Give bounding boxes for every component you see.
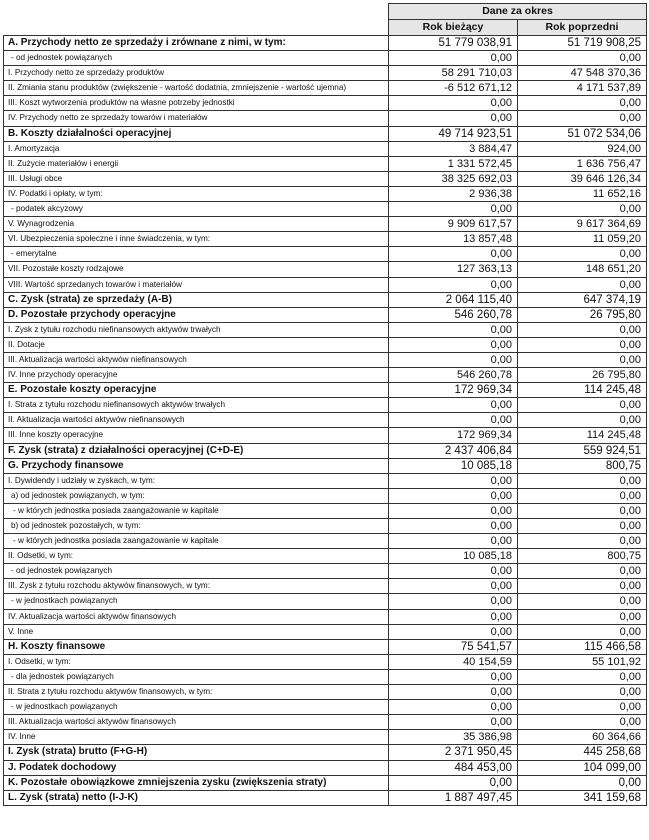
row-label: VII. Pozostałe koszty rodzajowe [4, 262, 389, 277]
table-row [4, 66, 647, 81]
current-year-value: 0,00 [389, 473, 518, 488]
row-label: L. Zysk (strata) netto (I-J-K) [4, 790, 389, 805]
row-label: - w których jednostka posiada zaangażowanie w kapitale [4, 534, 389, 549]
row-label: - w jednostkach powiązanych [4, 594, 389, 609]
current-year-value: 0,00 [389, 277, 518, 292]
row-label: V. Inne [4, 624, 389, 639]
previous-year-value: 0,00 [518, 111, 647, 126]
table-row [4, 534, 647, 549]
previous-year-value: 445 258,68 [518, 745, 647, 760]
table-row [4, 654, 647, 669]
section-row [4, 383, 647, 398]
current-year-value: 58 291 710,03 [389, 66, 518, 81]
previous-year-value: 55 101,92 [518, 654, 647, 669]
previous-year-value: 0,00 [518, 564, 647, 579]
previous-year-header: Rok poprzedni [518, 20, 647, 36]
current-year-value: 1 331 572,45 [389, 156, 518, 171]
table-row [4, 594, 647, 609]
previous-year-value: 0,00 [518, 322, 647, 337]
row-label: III. Koszt wytworzenia produktów na własne potrzeby jednostki [4, 96, 389, 111]
previous-year-value: 0,00 [518, 579, 647, 594]
previous-year-value: 114 245,48 [518, 428, 647, 443]
current-year-value: 0,00 [389, 775, 518, 790]
current-year-value: 51 779 038,91 [389, 36, 518, 51]
current-year-value: 0,00 [389, 202, 518, 217]
previous-year-value: 60 364,66 [518, 730, 647, 745]
current-year-value: 0,00 [389, 503, 518, 518]
row-label: - od jednostek powiązanych [4, 51, 389, 66]
previous-year-value: 924,00 [518, 141, 647, 156]
row-label: III. Zysk z tytułu rozchodu aktywów finansowych, w tym: [4, 579, 389, 594]
previous-year-value: 0,00 [518, 519, 647, 534]
current-year-value: 484 453,00 [389, 760, 518, 775]
current-year-value: 127 363,13 [389, 262, 518, 277]
row-label: - w jednostkach powiązanych [4, 700, 389, 715]
row-label: I. Dywidendy i udziały w zyskach, w tym: [4, 473, 389, 488]
previous-year-value: 47 548 370,36 [518, 66, 647, 81]
previous-year-value: 26 795,80 [518, 368, 647, 383]
table-row [4, 262, 647, 277]
section-row [4, 443, 647, 458]
table-row [4, 428, 647, 443]
current-year-value: 10 085,18 [389, 458, 518, 473]
previous-year-value: 0,00 [518, 352, 647, 367]
row-label: I. Zysk (strata) brutto (F+G-H) [4, 745, 389, 760]
row-label: III. Inne koszty operacyjne [4, 428, 389, 443]
previous-year-value: 0,00 [518, 473, 647, 488]
previous-year-value: 26 795,80 [518, 307, 647, 322]
previous-year-value: 0,00 [518, 715, 647, 730]
row-label: - w których jednostka posiada zaangażowanie w kapitale [4, 503, 389, 518]
section-row [4, 639, 647, 654]
table-row [4, 624, 647, 639]
previous-year-value: 0,00 [518, 669, 647, 684]
previous-year-value: 0,00 [518, 247, 647, 262]
previous-year-value: 104 099,00 [518, 760, 647, 775]
row-label: H. Koszty finansowe [4, 639, 389, 654]
table-row [4, 81, 647, 96]
table-row [4, 503, 647, 518]
row-label: - emerytalne [4, 247, 389, 262]
row-label: IV. Przychody netto ze sprzedaży towarów i materiałów [4, 111, 389, 126]
previous-year-value: 0,00 [518, 413, 647, 428]
row-label: II. Dotacje [4, 337, 389, 352]
row-label: IV. Inne przychody operacyjne [4, 368, 389, 383]
table-row [4, 700, 647, 715]
row-label: K. Pozostałe obowiązkowe zmniejszenia zysku (zwiększenia straty) [4, 775, 389, 790]
current-year-value: 1 887 497,45 [389, 790, 518, 805]
section-row [4, 760, 647, 775]
previous-year-value: 1 636 756,47 [518, 156, 647, 171]
row-label: - podatek akcyzowy [4, 202, 389, 217]
previous-year-value: 341 159,68 [518, 790, 647, 805]
row-label: IV. Aktualizacja wartości aktywów finansowych [4, 609, 389, 624]
table-row [4, 579, 647, 594]
row-label: V. Wynagrodzenia [4, 217, 389, 232]
previous-year-value: 148 651,20 [518, 262, 647, 277]
section-row [4, 458, 647, 473]
statement-rows [4, 36, 647, 806]
current-year-value: 172 969,34 [389, 428, 518, 443]
previous-year-value: 0,00 [518, 202, 647, 217]
current-year-value: 2 437 406,84 [389, 443, 518, 458]
row-label: III. Usługi obce [4, 171, 389, 186]
previous-year-value: 0,00 [518, 503, 647, 518]
row-label: E. Pozostałe koszty operacyjne [4, 383, 389, 398]
table-row [4, 609, 647, 624]
previous-year-value: 800,75 [518, 549, 647, 564]
previous-year-value: 51 072 534,06 [518, 126, 647, 141]
row-label: J. Podatek dochodowy [4, 760, 389, 775]
row-label: C. Zysk (strata) ze sprzedaży (A-B) [4, 292, 389, 307]
row-label: I. Zysk z tytułu rozchodu niefinansowych aktywów trwałych [4, 322, 389, 337]
current-year-value: 38 325 692,03 [389, 171, 518, 186]
table-row [4, 322, 647, 337]
row-label: II. Zmiania stanu produktów (zwiększenie - wartość dodatnia, zmniejszenie - wartość ujemna) [4, 81, 389, 96]
row-label: B. Koszty działalności operacyjnej [4, 126, 389, 141]
table-row [4, 715, 647, 730]
table-row [4, 398, 647, 413]
table-row [4, 217, 647, 232]
table-row [4, 413, 647, 428]
previous-year-value: 0,00 [518, 488, 647, 503]
current-year-value: 2 371 950,45 [389, 745, 518, 760]
table-row [4, 564, 647, 579]
row-label: III. Aktualizacja wartości aktywów niefinansowych [4, 352, 389, 367]
row-label: VIII. Wartość sprzedanych towarów i materiałów [4, 277, 389, 292]
previous-year-value: 0,00 [518, 775, 647, 790]
row-label: II. Aktualizacja wartości aktywów niefinansowych [4, 413, 389, 428]
current-year-value: 0,00 [389, 337, 518, 352]
section-row [4, 126, 647, 141]
previous-year-value: 0,00 [518, 594, 647, 609]
row-label: II. Zużycie materiałów i energii [4, 156, 389, 171]
current-year-value: 75 541,57 [389, 639, 518, 654]
current-year-value: 0,00 [389, 685, 518, 700]
table-row [4, 111, 647, 126]
row-label: I. Amortyzacja [4, 141, 389, 156]
section-row [4, 292, 647, 307]
table-row [4, 51, 647, 66]
current-year-value: 10 085,18 [389, 549, 518, 564]
previous-year-value: 11 652,16 [518, 186, 647, 201]
table-row [4, 186, 647, 201]
section-row [4, 790, 647, 805]
current-year-value: 0,00 [389, 669, 518, 684]
table-row [4, 232, 647, 247]
header-blank-cell [4, 4, 389, 36]
current-year-value: 0,00 [389, 519, 518, 534]
row-label: VI. Ubezpieczenia społeczne i inne świadczenia, w tym: [4, 232, 389, 247]
current-year-value: 2 064 115,40 [389, 292, 518, 307]
current-year-value: 0,00 [389, 96, 518, 111]
row-label: I. Strata z tytułu rozchodu niefinansowych aktywów trwałych [4, 398, 389, 413]
current-year-value: 0,00 [389, 534, 518, 549]
current-year-value: 0,00 [389, 352, 518, 367]
period-header: Dane za okres [389, 4, 647, 20]
current-year-value: 0,00 [389, 579, 518, 594]
current-year-value: 13 857,48 [389, 232, 518, 247]
table-row [4, 488, 647, 503]
current-year-value: 0,00 [389, 609, 518, 624]
row-label: D. Pozostałe przychody operacyjne [4, 307, 389, 322]
previous-year-value: 0,00 [518, 51, 647, 66]
table-row [4, 247, 647, 262]
table-row [4, 549, 647, 564]
previous-year-value: 0,00 [518, 534, 647, 549]
previous-year-value: 39 646 126,34 [518, 171, 647, 186]
income-statement-page [3, 3, 646, 806]
table-row [4, 730, 647, 745]
previous-year-value: 4 171 537,89 [518, 81, 647, 96]
current-year-value: 0,00 [389, 247, 518, 262]
current-year-value: 3 884,47 [389, 141, 518, 156]
row-label: - dla jednostek powiązanych [4, 669, 389, 684]
previous-year-value: 0,00 [518, 685, 647, 700]
current-year-value: 0,00 [389, 322, 518, 337]
previous-year-value: 0,00 [518, 700, 647, 715]
previous-year-value: 800,75 [518, 458, 647, 473]
previous-year-value: 559 924,51 [518, 443, 647, 458]
previous-year-value: 114 245,48 [518, 383, 647, 398]
section-row [4, 36, 647, 51]
current-year-value: 0,00 [389, 111, 518, 126]
previous-year-value: 115 466,58 [518, 639, 647, 654]
previous-year-value: 647 374,19 [518, 292, 647, 307]
previous-year-value: 0,00 [518, 624, 647, 639]
table-row [4, 156, 647, 171]
current-year-value: 0,00 [389, 624, 518, 639]
previous-year-value: 0,00 [518, 398, 647, 413]
table-row [4, 519, 647, 534]
table-row [4, 473, 647, 488]
section-row [4, 775, 647, 790]
table-row [4, 202, 647, 217]
table-row [4, 352, 647, 367]
previous-year-value: 0,00 [518, 277, 647, 292]
row-label: I. Odsetki, w tym: [4, 654, 389, 669]
row-label: I. Przychody netto ze sprzedaży produktów [4, 66, 389, 81]
row-label: b) od jednostek pozostałych, w tym: [4, 519, 389, 534]
current-year-value: 35 386,98 [389, 730, 518, 745]
row-label: A. Przychody netto ze sprzedaży i zrównane z nimi, w tym: [4, 36, 389, 51]
current-year-value: 0,00 [389, 564, 518, 579]
row-label: IV. Podatki i opłaty, w tym: [4, 186, 389, 201]
row-label: a) od jednostek powiązanych, w tym: [4, 488, 389, 503]
table-row [4, 171, 647, 186]
table-row [4, 277, 647, 292]
previous-year-value: 9 617 364,69 [518, 217, 647, 232]
previous-year-value: 0,00 [518, 96, 647, 111]
current-year-value: 172 969,34 [389, 383, 518, 398]
row-label: III. Aktualizacja wartości aktywów finansowych [4, 715, 389, 730]
previous-year-value: 0,00 [518, 337, 647, 352]
current-year-value: 0,00 [389, 51, 518, 66]
table-row [4, 368, 647, 383]
section-row [4, 307, 647, 322]
previous-year-value: 0,00 [518, 609, 647, 624]
current-year-header: Rok bieżący [389, 20, 518, 36]
table-row [4, 96, 647, 111]
table-row [4, 669, 647, 684]
row-label: F. Zysk (strata) z działalności operacyjnej (C+D-E) [4, 443, 389, 458]
current-year-value: 0,00 [389, 700, 518, 715]
previous-year-value: 11 059,20 [518, 232, 647, 247]
table-row [4, 685, 647, 700]
current-year-value: -6 512 671,12 [389, 81, 518, 96]
row-label: II. Strata z tytułu rozchodu aktywów finansowych, w tym: [4, 685, 389, 700]
table-row [4, 141, 647, 156]
row-label: II. Odsetki, w tym: [4, 549, 389, 564]
income-statement-table [3, 3, 647, 806]
current-year-value: 0,00 [389, 413, 518, 428]
row-label: - od jednostek powiązanych [4, 564, 389, 579]
section-row [4, 745, 647, 760]
previous-year-value: 51 719 908,25 [518, 36, 647, 51]
current-year-value: 0,00 [389, 398, 518, 413]
current-year-value: 0,00 [389, 488, 518, 503]
current-year-value: 49 714 923,51 [389, 126, 518, 141]
row-label: G. Przychody finansowe [4, 458, 389, 473]
current-year-value: 9 909 617,57 [389, 217, 518, 232]
current-year-value: 546 260,78 [389, 307, 518, 322]
current-year-value: 2 936,38 [389, 186, 518, 201]
row-label: IV. Inne [4, 730, 389, 745]
current-year-value: 40 154,59 [389, 654, 518, 669]
current-year-value: 546 260,78 [389, 368, 518, 383]
current-year-value: 0,00 [389, 715, 518, 730]
current-year-value: 0,00 [389, 594, 518, 609]
table-row [4, 337, 647, 352]
